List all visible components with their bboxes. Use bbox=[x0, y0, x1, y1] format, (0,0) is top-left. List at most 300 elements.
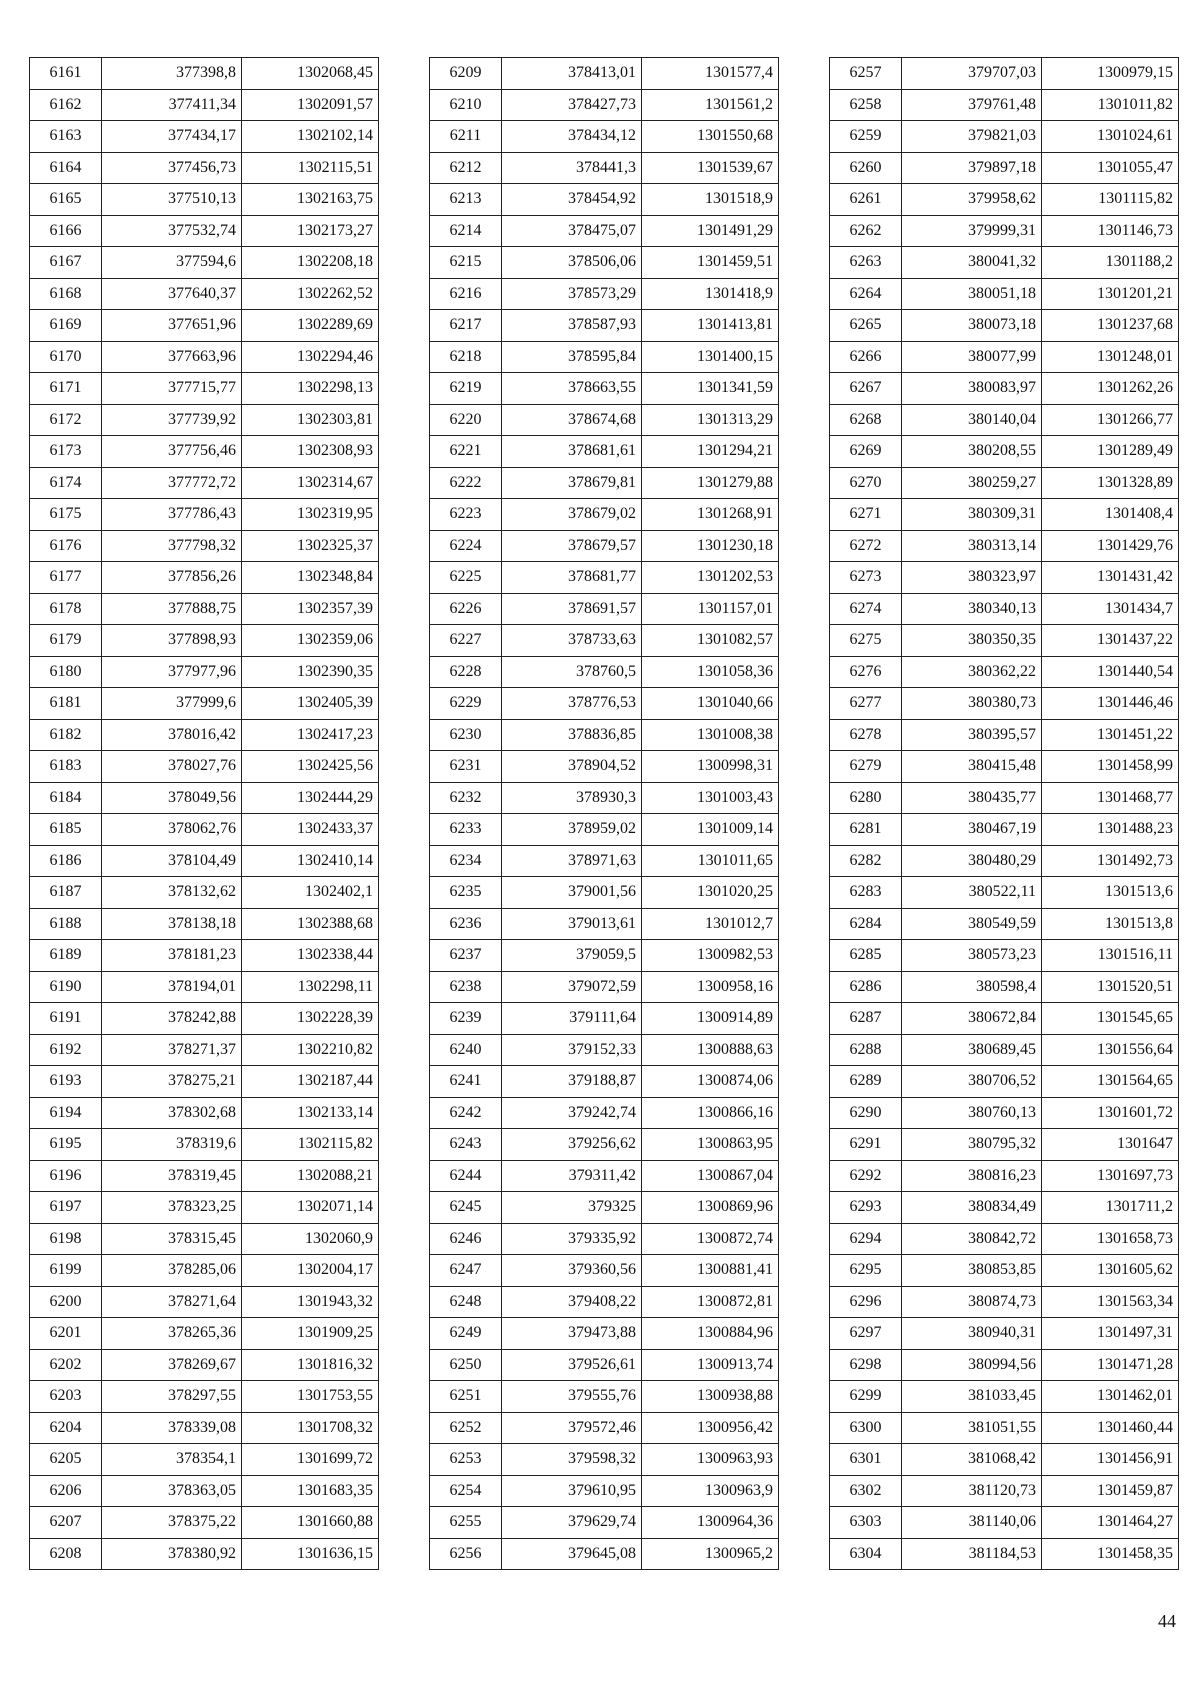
y-coordinate-cell: 1302115,51 bbox=[242, 152, 379, 184]
x-coordinate-cell: 380380,73 bbox=[902, 688, 1042, 720]
x-coordinate-cell: 379013,61 bbox=[502, 908, 642, 940]
x-coordinate-cell: 380672,84 bbox=[902, 1003, 1042, 1035]
coordinates-table-3 bbox=[829, 57, 1179, 1570]
y-coordinate-cell: 1302228,39 bbox=[242, 1003, 379, 1035]
table-row bbox=[830, 247, 1179, 279]
x-coordinate-cell: 378016,42 bbox=[102, 719, 242, 751]
y-coordinate-cell: 1301518,9 bbox=[642, 184, 779, 216]
table-row bbox=[830, 971, 1179, 1003]
table-row bbox=[430, 1223, 779, 1255]
x-coordinate-cell: 380834,49 bbox=[902, 1192, 1042, 1224]
y-coordinate-cell: 1301146,73 bbox=[1042, 215, 1179, 247]
table-row bbox=[430, 1255, 779, 1287]
y-coordinate-cell: 1301011,82 bbox=[1042, 89, 1179, 121]
x-coordinate-cell: 379629,74 bbox=[502, 1507, 642, 1539]
x-coordinate-cell: 378132,62 bbox=[102, 877, 242, 909]
table-row bbox=[430, 436, 779, 468]
x-coordinate-cell: 377898,93 bbox=[102, 625, 242, 657]
point-number-cell: 6272 bbox=[830, 530, 902, 562]
point-number-cell: 6279 bbox=[830, 751, 902, 783]
point-number-cell: 6191 bbox=[30, 1003, 102, 1035]
x-coordinate-cell: 377456,73 bbox=[102, 152, 242, 184]
point-number-cell: 6302 bbox=[830, 1475, 902, 1507]
table-row bbox=[430, 499, 779, 531]
point-number-cell: 6283 bbox=[830, 877, 902, 909]
table-row bbox=[430, 1318, 779, 1350]
x-coordinate-cell: 377510,13 bbox=[102, 184, 242, 216]
point-number-cell: 6247 bbox=[430, 1255, 502, 1287]
point-number-cell: 6303 bbox=[830, 1507, 902, 1539]
y-coordinate-cell: 1300884,96 bbox=[642, 1318, 779, 1350]
table-row bbox=[830, 499, 1179, 531]
table-row bbox=[830, 184, 1179, 216]
x-coordinate-cell: 377532,74 bbox=[102, 215, 242, 247]
y-coordinate-cell: 1300872,74 bbox=[642, 1223, 779, 1255]
table-row bbox=[30, 341, 379, 373]
table-row bbox=[30, 184, 379, 216]
x-coordinate-cell: 379473,88 bbox=[502, 1318, 642, 1350]
y-coordinate-cell: 1301434,7 bbox=[1042, 593, 1179, 625]
y-coordinate-cell: 1301262,26 bbox=[1042, 373, 1179, 405]
point-number-cell: 6284 bbox=[830, 908, 902, 940]
x-coordinate-cell: 380689,45 bbox=[902, 1034, 1042, 1066]
y-coordinate-cell: 1302289,69 bbox=[242, 310, 379, 342]
point-number-cell: 6226 bbox=[430, 593, 502, 625]
table-row bbox=[30, 814, 379, 846]
y-coordinate-cell: 1301699,72 bbox=[242, 1444, 379, 1476]
y-coordinate-cell: 1301451,22 bbox=[1042, 719, 1179, 751]
x-coordinate-cell: 379256,62 bbox=[502, 1129, 642, 1161]
x-coordinate-cell: 381120,73 bbox=[902, 1475, 1042, 1507]
x-coordinate-cell: 378413,01 bbox=[502, 58, 642, 90]
point-number-cell: 6292 bbox=[830, 1160, 902, 1192]
table-row bbox=[30, 751, 379, 783]
table-row bbox=[430, 1129, 779, 1161]
y-coordinate-cell: 1301539,67 bbox=[642, 152, 779, 184]
table-row bbox=[30, 719, 379, 751]
x-coordinate-cell: 379598,32 bbox=[502, 1444, 642, 1476]
y-coordinate-cell: 1301601,72 bbox=[1042, 1097, 1179, 1129]
y-coordinate-cell: 1301545,65 bbox=[1042, 1003, 1179, 1035]
y-coordinate-cell: 1302060,9 bbox=[242, 1223, 379, 1255]
point-number-cell: 6274 bbox=[830, 593, 902, 625]
x-coordinate-cell: 378679,57 bbox=[502, 530, 642, 562]
table-row bbox=[830, 1381, 1179, 1413]
table-row bbox=[30, 530, 379, 562]
x-coordinate-cell: 378681,61 bbox=[502, 436, 642, 468]
point-number-cell: 6244 bbox=[430, 1160, 502, 1192]
point-number-cell: 6239 bbox=[430, 1003, 502, 1035]
x-coordinate-cell: 378959,02 bbox=[502, 814, 642, 846]
y-coordinate-cell: 1301658,73 bbox=[1042, 1223, 1179, 1255]
y-coordinate-cell: 1301188,2 bbox=[1042, 247, 1179, 279]
y-coordinate-cell: 1301313,29 bbox=[642, 404, 779, 436]
x-coordinate-cell: 378679,81 bbox=[502, 467, 642, 499]
y-coordinate-cell: 1302294,46 bbox=[242, 341, 379, 373]
x-coordinate-cell: 378380,92 bbox=[102, 1538, 242, 1570]
point-number-cell: 6167 bbox=[30, 247, 102, 279]
x-coordinate-cell: 380073,18 bbox=[902, 310, 1042, 342]
y-coordinate-cell: 1302298,11 bbox=[242, 971, 379, 1003]
point-number-cell: 6294 bbox=[830, 1223, 902, 1255]
point-number-cell: 6271 bbox=[830, 499, 902, 531]
point-number-cell: 6187 bbox=[30, 877, 102, 909]
table-row bbox=[830, 1160, 1179, 1192]
table-row bbox=[30, 278, 379, 310]
point-number-cell: 6173 bbox=[30, 436, 102, 468]
x-coordinate-cell: 379958,62 bbox=[902, 184, 1042, 216]
y-coordinate-cell: 1301020,25 bbox=[642, 877, 779, 909]
y-coordinate-cell: 1302091,57 bbox=[242, 89, 379, 121]
x-coordinate-cell: 378595,84 bbox=[502, 341, 642, 373]
y-coordinate-cell: 1300881,41 bbox=[642, 1255, 779, 1287]
table-row bbox=[430, 1192, 779, 1224]
point-number-cell: 6301 bbox=[830, 1444, 902, 1476]
y-coordinate-cell: 1302208,18 bbox=[242, 247, 379, 279]
y-coordinate-cell: 1300914,89 bbox=[642, 1003, 779, 1035]
point-number-cell: 6287 bbox=[830, 1003, 902, 1035]
x-coordinate-cell: 378454,92 bbox=[502, 184, 642, 216]
y-coordinate-cell: 1301909,25 bbox=[242, 1318, 379, 1350]
x-coordinate-cell: 378441,3 bbox=[502, 152, 642, 184]
table-row bbox=[30, 467, 379, 499]
x-coordinate-cell: 379152,33 bbox=[502, 1034, 642, 1066]
point-number-cell: 6210 bbox=[430, 89, 502, 121]
y-coordinate-cell: 1301400,15 bbox=[642, 341, 779, 373]
y-coordinate-cell: 1301440,54 bbox=[1042, 656, 1179, 688]
table-row bbox=[830, 625, 1179, 657]
x-coordinate-cell: 380598,4 bbox=[902, 971, 1042, 1003]
x-coordinate-cell: 377594,6 bbox=[102, 247, 242, 279]
x-coordinate-cell: 378663,55 bbox=[502, 373, 642, 405]
table-row bbox=[430, 782, 779, 814]
point-number-cell: 6235 bbox=[430, 877, 502, 909]
x-coordinate-cell: 378319,45 bbox=[102, 1160, 242, 1192]
coordinates-table-2 bbox=[429, 57, 779, 1570]
y-coordinate-cell: 1302338,44 bbox=[242, 940, 379, 972]
x-coordinate-cell: 378375,22 bbox=[102, 1507, 242, 1539]
y-coordinate-cell: 1302133,14 bbox=[242, 1097, 379, 1129]
y-coordinate-cell: 1301058,36 bbox=[642, 656, 779, 688]
y-coordinate-cell: 1302357,39 bbox=[242, 593, 379, 625]
y-coordinate-cell: 1301513,8 bbox=[1042, 908, 1179, 940]
x-coordinate-cell: 379897,18 bbox=[902, 152, 1042, 184]
y-coordinate-cell: 1301024,61 bbox=[1042, 121, 1179, 153]
x-coordinate-cell: 377772,72 bbox=[102, 467, 242, 499]
table-row bbox=[430, 688, 779, 720]
point-number-cell: 6275 bbox=[830, 625, 902, 657]
point-number-cell: 6212 bbox=[430, 152, 502, 184]
x-coordinate-cell: 379572,46 bbox=[502, 1412, 642, 1444]
y-coordinate-cell: 1301011,65 bbox=[642, 845, 779, 877]
y-coordinate-cell: 1302308,93 bbox=[242, 436, 379, 468]
x-coordinate-cell: 380208,55 bbox=[902, 436, 1042, 468]
x-coordinate-cell: 378297,55 bbox=[102, 1381, 242, 1413]
point-number-cell: 6295 bbox=[830, 1255, 902, 1287]
x-coordinate-cell: 378062,76 bbox=[102, 814, 242, 846]
point-number-cell: 6179 bbox=[30, 625, 102, 657]
y-coordinate-cell: 1302163,75 bbox=[242, 184, 379, 216]
y-coordinate-cell: 1301458,99 bbox=[1042, 751, 1179, 783]
x-coordinate-cell: 378354,1 bbox=[102, 1444, 242, 1476]
y-coordinate-cell: 1300998,31 bbox=[642, 751, 779, 783]
point-number-cell: 6213 bbox=[430, 184, 502, 216]
x-coordinate-cell: 379999,31 bbox=[902, 215, 1042, 247]
point-number-cell: 6225 bbox=[430, 562, 502, 594]
point-number-cell: 6260 bbox=[830, 152, 902, 184]
y-coordinate-cell: 1300963,9 bbox=[642, 1475, 779, 1507]
y-coordinate-cell: 1301471,28 bbox=[1042, 1349, 1179, 1381]
y-coordinate-cell: 1301683,35 bbox=[242, 1475, 379, 1507]
table-row bbox=[830, 278, 1179, 310]
table-row bbox=[830, 1507, 1179, 1539]
point-number-cell: 6175 bbox=[30, 499, 102, 531]
point-number-cell: 6237 bbox=[430, 940, 502, 972]
y-coordinate-cell: 1302325,37 bbox=[242, 530, 379, 562]
point-number-cell: 6298 bbox=[830, 1349, 902, 1381]
point-number-cell: 6259 bbox=[830, 121, 902, 153]
point-number-cell: 6168 bbox=[30, 278, 102, 310]
x-coordinate-cell: 378181,23 bbox=[102, 940, 242, 972]
table-row bbox=[430, 751, 779, 783]
y-coordinate-cell: 1301459,51 bbox=[642, 247, 779, 279]
y-coordinate-cell: 1301660,88 bbox=[242, 1507, 379, 1539]
table-row bbox=[30, 940, 379, 972]
point-number-cell: 6221 bbox=[430, 436, 502, 468]
y-coordinate-cell: 1301040,66 bbox=[642, 688, 779, 720]
x-coordinate-cell: 378679,02 bbox=[502, 499, 642, 531]
x-coordinate-cell: 378506,06 bbox=[502, 247, 642, 279]
y-coordinate-cell: 1302405,39 bbox=[242, 688, 379, 720]
y-coordinate-cell: 1301008,38 bbox=[642, 719, 779, 751]
y-coordinate-cell: 1301497,31 bbox=[1042, 1318, 1179, 1350]
y-coordinate-cell: 1301418,9 bbox=[642, 278, 779, 310]
x-coordinate-cell: 378733,63 bbox=[502, 625, 642, 657]
y-coordinate-cell: 1301711,2 bbox=[1042, 1192, 1179, 1224]
table-row bbox=[430, 593, 779, 625]
y-coordinate-cell: 1302303,81 bbox=[242, 404, 379, 436]
point-number-cell: 6300 bbox=[830, 1412, 902, 1444]
point-number-cell: 6183 bbox=[30, 751, 102, 783]
y-coordinate-cell: 1301564,65 bbox=[1042, 1066, 1179, 1098]
x-coordinate-cell: 379325 bbox=[502, 1192, 642, 1224]
point-number-cell: 6285 bbox=[830, 940, 902, 972]
point-number-cell: 6199 bbox=[30, 1255, 102, 1287]
point-number-cell: 6219 bbox=[430, 373, 502, 405]
y-coordinate-cell: 1301202,53 bbox=[642, 562, 779, 594]
y-coordinate-cell: 1302102,14 bbox=[242, 121, 379, 153]
x-coordinate-cell: 380573,23 bbox=[902, 940, 1042, 972]
point-number-cell: 6273 bbox=[830, 562, 902, 594]
table-row bbox=[830, 1538, 1179, 1570]
point-number-cell: 6231 bbox=[430, 751, 502, 783]
point-number-cell: 6265 bbox=[830, 310, 902, 342]
point-number-cell: 6269 bbox=[830, 436, 902, 468]
table-row bbox=[830, 656, 1179, 688]
y-coordinate-cell: 1302359,06 bbox=[242, 625, 379, 657]
point-number-cell: 6195 bbox=[30, 1129, 102, 1161]
y-coordinate-cell: 1301268,91 bbox=[642, 499, 779, 531]
point-number-cell: 6203 bbox=[30, 1381, 102, 1413]
table-row bbox=[430, 1444, 779, 1476]
coordinates-table-1 bbox=[29, 57, 379, 1570]
x-coordinate-cell: 379526,61 bbox=[502, 1349, 642, 1381]
x-coordinate-cell: 378691,57 bbox=[502, 593, 642, 625]
point-number-cell: 6206 bbox=[30, 1475, 102, 1507]
x-coordinate-cell: 378776,53 bbox=[502, 688, 642, 720]
point-number-cell: 6169 bbox=[30, 310, 102, 342]
x-coordinate-cell: 380816,23 bbox=[902, 1160, 1042, 1192]
x-coordinate-cell: 380259,27 bbox=[902, 467, 1042, 499]
table-row bbox=[830, 1223, 1179, 1255]
point-number-cell: 6196 bbox=[30, 1160, 102, 1192]
point-number-cell: 6254 bbox=[430, 1475, 502, 1507]
x-coordinate-cell: 377999,6 bbox=[102, 688, 242, 720]
y-coordinate-cell: 1301431,42 bbox=[1042, 562, 1179, 594]
x-coordinate-cell: 377756,46 bbox=[102, 436, 242, 468]
point-number-cell: 6188 bbox=[30, 908, 102, 940]
table-row bbox=[830, 152, 1179, 184]
point-number-cell: 6184 bbox=[30, 782, 102, 814]
point-number-cell: 6278 bbox=[830, 719, 902, 751]
x-coordinate-cell: 379072,59 bbox=[502, 971, 642, 1003]
table-row bbox=[830, 1286, 1179, 1318]
point-number-cell: 6198 bbox=[30, 1223, 102, 1255]
y-coordinate-cell: 1301012,7 bbox=[642, 908, 779, 940]
point-number-cell: 6224 bbox=[430, 530, 502, 562]
point-number-cell: 6267 bbox=[830, 373, 902, 405]
y-coordinate-cell: 1300964,36 bbox=[642, 1507, 779, 1539]
table-row bbox=[830, 1097, 1179, 1129]
y-coordinate-cell: 1301279,88 bbox=[642, 467, 779, 499]
x-coordinate-cell: 380994,56 bbox=[902, 1349, 1042, 1381]
point-number-cell: 6286 bbox=[830, 971, 902, 1003]
table-row bbox=[830, 89, 1179, 121]
table-row bbox=[430, 940, 779, 972]
point-number-cell: 6182 bbox=[30, 719, 102, 751]
point-number-cell: 6238 bbox=[430, 971, 502, 1003]
point-number-cell: 6190 bbox=[30, 971, 102, 1003]
point-number-cell: 6216 bbox=[430, 278, 502, 310]
y-coordinate-cell: 1301516,11 bbox=[1042, 940, 1179, 972]
table-row bbox=[30, 404, 379, 436]
point-number-cell: 6296 bbox=[830, 1286, 902, 1318]
point-number-cell: 6288 bbox=[830, 1034, 902, 1066]
x-coordinate-cell: 380467,19 bbox=[902, 814, 1042, 846]
y-coordinate-cell: 1301437,22 bbox=[1042, 625, 1179, 657]
table-row bbox=[430, 1160, 779, 1192]
table-row bbox=[430, 530, 779, 562]
table-row bbox=[430, 215, 779, 247]
point-number-cell: 6166 bbox=[30, 215, 102, 247]
table-row bbox=[30, 1286, 379, 1318]
point-number-cell: 6170 bbox=[30, 341, 102, 373]
table-row bbox=[30, 593, 379, 625]
x-coordinate-cell: 380340,13 bbox=[902, 593, 1042, 625]
x-coordinate-cell: 380313,14 bbox=[902, 530, 1042, 562]
x-coordinate-cell: 379311,42 bbox=[502, 1160, 642, 1192]
x-coordinate-cell: 377640,37 bbox=[102, 278, 242, 310]
table-row bbox=[430, 1349, 779, 1381]
x-coordinate-cell: 377663,96 bbox=[102, 341, 242, 373]
table-row bbox=[430, 1412, 779, 1444]
x-coordinate-cell: 377888,75 bbox=[102, 593, 242, 625]
y-coordinate-cell: 1302071,14 bbox=[242, 1192, 379, 1224]
y-coordinate-cell: 1301556,64 bbox=[1042, 1034, 1179, 1066]
table-row bbox=[30, 89, 379, 121]
y-coordinate-cell: 1301237,68 bbox=[1042, 310, 1179, 342]
x-coordinate-cell: 378427,73 bbox=[502, 89, 642, 121]
point-number-cell: 6268 bbox=[830, 404, 902, 436]
table-row bbox=[430, 656, 779, 688]
x-coordinate-cell: 378271,64 bbox=[102, 1286, 242, 1318]
y-coordinate-cell: 1300869,96 bbox=[642, 1192, 779, 1224]
table-row bbox=[30, 436, 379, 468]
x-coordinate-cell: 381051,55 bbox=[902, 1412, 1042, 1444]
y-coordinate-cell: 1301328,89 bbox=[1042, 467, 1179, 499]
y-coordinate-cell: 1301429,76 bbox=[1042, 530, 1179, 562]
x-coordinate-cell: 378836,85 bbox=[502, 719, 642, 751]
x-coordinate-cell: 380350,35 bbox=[902, 625, 1042, 657]
y-coordinate-cell: 1302004,17 bbox=[242, 1255, 379, 1287]
y-coordinate-cell: 1301492,73 bbox=[1042, 845, 1179, 877]
point-number-cell: 6201 bbox=[30, 1318, 102, 1350]
x-coordinate-cell: 377715,77 bbox=[102, 373, 242, 405]
table-row bbox=[30, 971, 379, 1003]
y-coordinate-cell: 1300913,74 bbox=[642, 1349, 779, 1381]
y-coordinate-cell: 1301009,14 bbox=[642, 814, 779, 846]
table-row bbox=[830, 814, 1179, 846]
x-coordinate-cell: 379761,48 bbox=[902, 89, 1042, 121]
x-coordinate-cell: 377739,92 bbox=[102, 404, 242, 436]
table-row bbox=[430, 373, 779, 405]
point-number-cell: 6245 bbox=[430, 1192, 502, 1224]
x-coordinate-cell: 380077,99 bbox=[902, 341, 1042, 373]
table-row bbox=[30, 310, 379, 342]
point-number-cell: 6289 bbox=[830, 1066, 902, 1098]
x-coordinate-cell: 378315,45 bbox=[102, 1223, 242, 1255]
table-row bbox=[30, 1129, 379, 1161]
point-number-cell: 6248 bbox=[430, 1286, 502, 1318]
point-number-cell: 6293 bbox=[830, 1192, 902, 1224]
x-coordinate-cell: 378674,68 bbox=[502, 404, 642, 436]
point-number-cell: 6171 bbox=[30, 373, 102, 405]
y-coordinate-cell: 1302210,82 bbox=[242, 1034, 379, 1066]
point-number-cell: 6255 bbox=[430, 1507, 502, 1539]
point-number-cell: 6252 bbox=[430, 1412, 502, 1444]
table-row bbox=[30, 373, 379, 405]
y-coordinate-cell: 1301520,51 bbox=[1042, 971, 1179, 1003]
x-coordinate-cell: 380323,97 bbox=[902, 562, 1042, 594]
table-row bbox=[30, 121, 379, 153]
table-row bbox=[430, 121, 779, 153]
x-coordinate-cell: 377786,43 bbox=[102, 499, 242, 531]
point-number-cell: 6194 bbox=[30, 1097, 102, 1129]
table-row bbox=[430, 89, 779, 121]
table-row bbox=[830, 215, 1179, 247]
point-number-cell: 6215 bbox=[430, 247, 502, 279]
point-number-cell: 6178 bbox=[30, 593, 102, 625]
table-row bbox=[30, 1507, 379, 1539]
table-row bbox=[830, 341, 1179, 373]
point-number-cell: 6214 bbox=[430, 215, 502, 247]
table-row bbox=[830, 751, 1179, 783]
x-coordinate-cell: 378904,52 bbox=[502, 751, 642, 783]
x-coordinate-cell: 378339,08 bbox=[102, 1412, 242, 1444]
x-coordinate-cell: 380415,48 bbox=[902, 751, 1042, 783]
y-coordinate-cell: 1300866,16 bbox=[642, 1097, 779, 1129]
y-coordinate-cell: 1300963,93 bbox=[642, 1444, 779, 1476]
